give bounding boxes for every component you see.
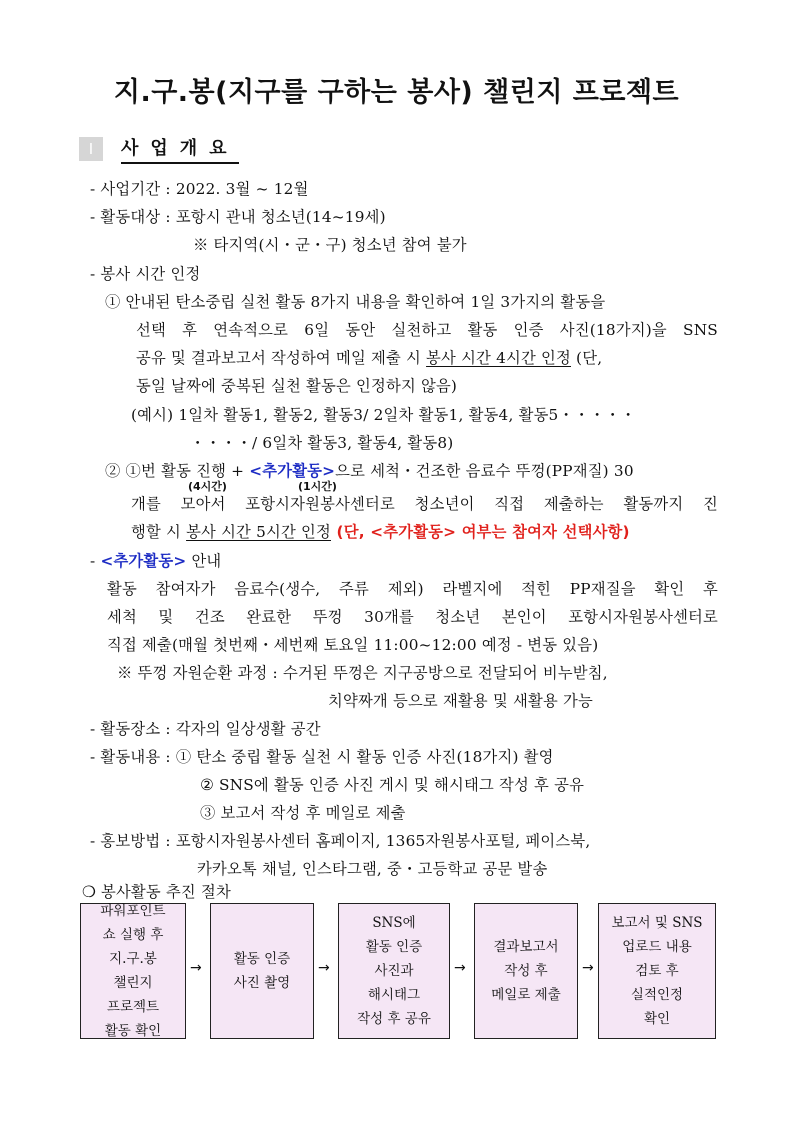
hours2-sub-4h: (4시간) <box>188 480 227 493</box>
extra-line3: 직접 제출(매월 첫번째・세번째 토요일 11:00~12:00 예정 - 변동 있음) <box>107 636 599 654</box>
flow-step-5 <box>598 903 716 1039</box>
flow-step-3-line: 작성 후 공유 <box>357 1011 431 1027</box>
flow-step-1-line: 지.구.봉 <box>109 951 157 967</box>
flow-step-3-line: SNS에 <box>372 915 416 931</box>
procedure-heading: ❍ 봉사활동 추진 절차 <box>82 883 231 901</box>
hours1-line1-text: ① 안내된 탄소중립 실천 활동 8가지 내용을 확인하여 1일 3가지의 활동을 <box>105 293 606 311</box>
flow-step-2 <box>210 903 314 1039</box>
flow-arrow-3: → <box>454 960 466 976</box>
content-line2: ② SNS에 활동 인증 사진 게시 및 해시태그 작성 후 공유 <box>200 776 585 794</box>
flow-step-4-line: 작성 후 <box>504 963 548 979</box>
example-line2: ・・・・/ 6일차 활동3, 활동4, 활동8) <box>190 434 454 452</box>
extra-heading-rest: 안내 <box>186 552 222 570</box>
page-title: 지.구.봉(지구를 구하는 봉사) 챌린지 프로젝트 <box>113 77 680 108</box>
hours2-line1-a: ② ①번 활동 진행 + <box>105 462 250 480</box>
promo-line1: - 홍보방법 : 포항시자원봉사센터 홈페이지, 1365자원봉사포털, 페이스북, <box>90 832 591 850</box>
hours1-line2: 선택 후 연속적으로 6일 동안 실천하고 활동 인증 사진(18가지)을 SNS <box>136 321 718 339</box>
extra-activity-tag: <추가활동> <box>249 462 336 480</box>
flow-step-1 <box>80 903 186 1039</box>
flow-step-4 <box>474 903 578 1039</box>
extra-heading <box>90 549 221 571</box>
flow-step-2-line: 사진 촬영 <box>233 975 291 991</box>
hours1-recognized-4h: 봉사 시간 4시간 인정 <box>426 349 571 367</box>
hours1-line3-a: 공유 및 결과보고서 작성하여 메일 제출 시 <box>136 349 427 367</box>
flow-step-5-line: 확인 <box>643 1011 671 1027</box>
content-line3: ③ 보고서 작성 후 메일로 제출 <box>200 804 406 822</box>
hours-heading: - 봉사 시간 인정 <box>90 265 201 283</box>
flow-step-1-line: 챌린지 <box>113 975 153 991</box>
content-line1: - 활동내용 : ① 탄소 중립 활동 실천 시 활동 인증 사진(18가지) 촬영 <box>90 748 554 766</box>
extra-heading-tag: <추가활동> <box>100 552 187 570</box>
flow-step-1-line: 프로젝트 <box>106 999 160 1015</box>
flow-step-5-line: 보고서 및 SNS <box>611 915 703 931</box>
section-title: 사업개요 <box>121 134 239 164</box>
flow-step-5-line: 실적인정 <box>630 987 684 1003</box>
flow-step-3 <box>338 903 450 1039</box>
hours2-recognized-5h: 봉사 시간 5시간 인정 <box>186 523 331 541</box>
hours2-line3 <box>131 520 630 542</box>
hours2-line3-a: 행할 시 <box>131 523 187 541</box>
flow-step-1-line: 활동 확인 <box>104 1023 162 1039</box>
flow-step-1-line: 쇼 실행 후 <box>102 927 164 943</box>
hours1-line1 <box>105 290 717 312</box>
hours2-optional-note: (단, <추가활동> 여부는 참여자 선택사항) <box>331 523 630 541</box>
hours2-line1 <box>105 459 634 481</box>
target-line: - 활동대상 : 포항시 관내 청소년(14~19세) <box>90 208 386 226</box>
flow-arrow-2: → <box>318 960 330 976</box>
flow-step-5-line: 업로드 내용 <box>622 939 692 955</box>
period-line: - 사업기간 : 2022. 3월 ~ 12월 <box>90 180 309 198</box>
flow-step-1-line: 파워포인트 <box>100 903 166 919</box>
hours1-line4: 동일 날짜에 중복된 실천 활동은 인정하지 않음) <box>136 377 458 395</box>
hours2-line1-b: 으로 세척・건조한 음료수 뚜껑(PP재질) 30 <box>335 462 634 480</box>
hours2-line2: 개를 모아서 포항시자원봉사센터로 청소년이 직접 제출하는 활동까지 진 <box>131 495 718 513</box>
extra-line2: 세척 및 건조 완료한 뚜껑 30개를 청소년 본인이 포항시자원봉사센터로 <box>107 608 718 626</box>
flow-step-3-line: 사진과 <box>374 963 414 979</box>
section-number: Ⅰ <box>88 140 94 158</box>
flow-step-5-line: 검토 후 <box>635 963 679 979</box>
flow-arrow-4: → <box>582 960 594 976</box>
flow-step-2-line: 활동 인증 <box>233 951 291 967</box>
flow-arrow-1: → <box>190 960 202 976</box>
place-line: - 활동장소 : 각자의 일상생활 공간 <box>90 720 321 738</box>
target-note: ※ 타지역(시・군・구) 청소년 참여 불가 <box>193 236 467 254</box>
extra-heading-dash: - <box>90 552 101 570</box>
recycle-note1: ※ 뚜껑 자원순환 과정 : 수거된 뚜껑은 지구공방으로 전달되어 비누받침, <box>117 664 608 682</box>
flow-step-4-line: 메일로 제출 <box>491 987 561 1003</box>
flow-step-4-line: 결과보고서 <box>493 939 559 955</box>
hours1-line3-b: (단, <box>570 349 603 367</box>
recycle-note2: 치약짜개 등으로 재활용 및 새활용 가능 <box>328 692 593 710</box>
hours1-line3 <box>136 346 602 368</box>
extra-line1: 활동 참여자가 음료수(생수, 주류 제외) 라벨지에 적힌 PP재질을 확인 후 <box>107 580 718 598</box>
promo-line2: 카카오톡 채널, 인스타그램, 중・고등학교 공문 발송 <box>197 860 548 878</box>
flow-step-3-line: 활동 인증 <box>365 939 423 955</box>
example-line1: (예시) 1일차 활동1, 활동2, 활동3/ 2일차 활동1, 활동4, 활동5・・・・・ <box>131 406 636 424</box>
hours2-sub-1h: (1시간) <box>298 480 337 493</box>
flow-step-3-line: 해시태그 <box>367 987 421 1003</box>
